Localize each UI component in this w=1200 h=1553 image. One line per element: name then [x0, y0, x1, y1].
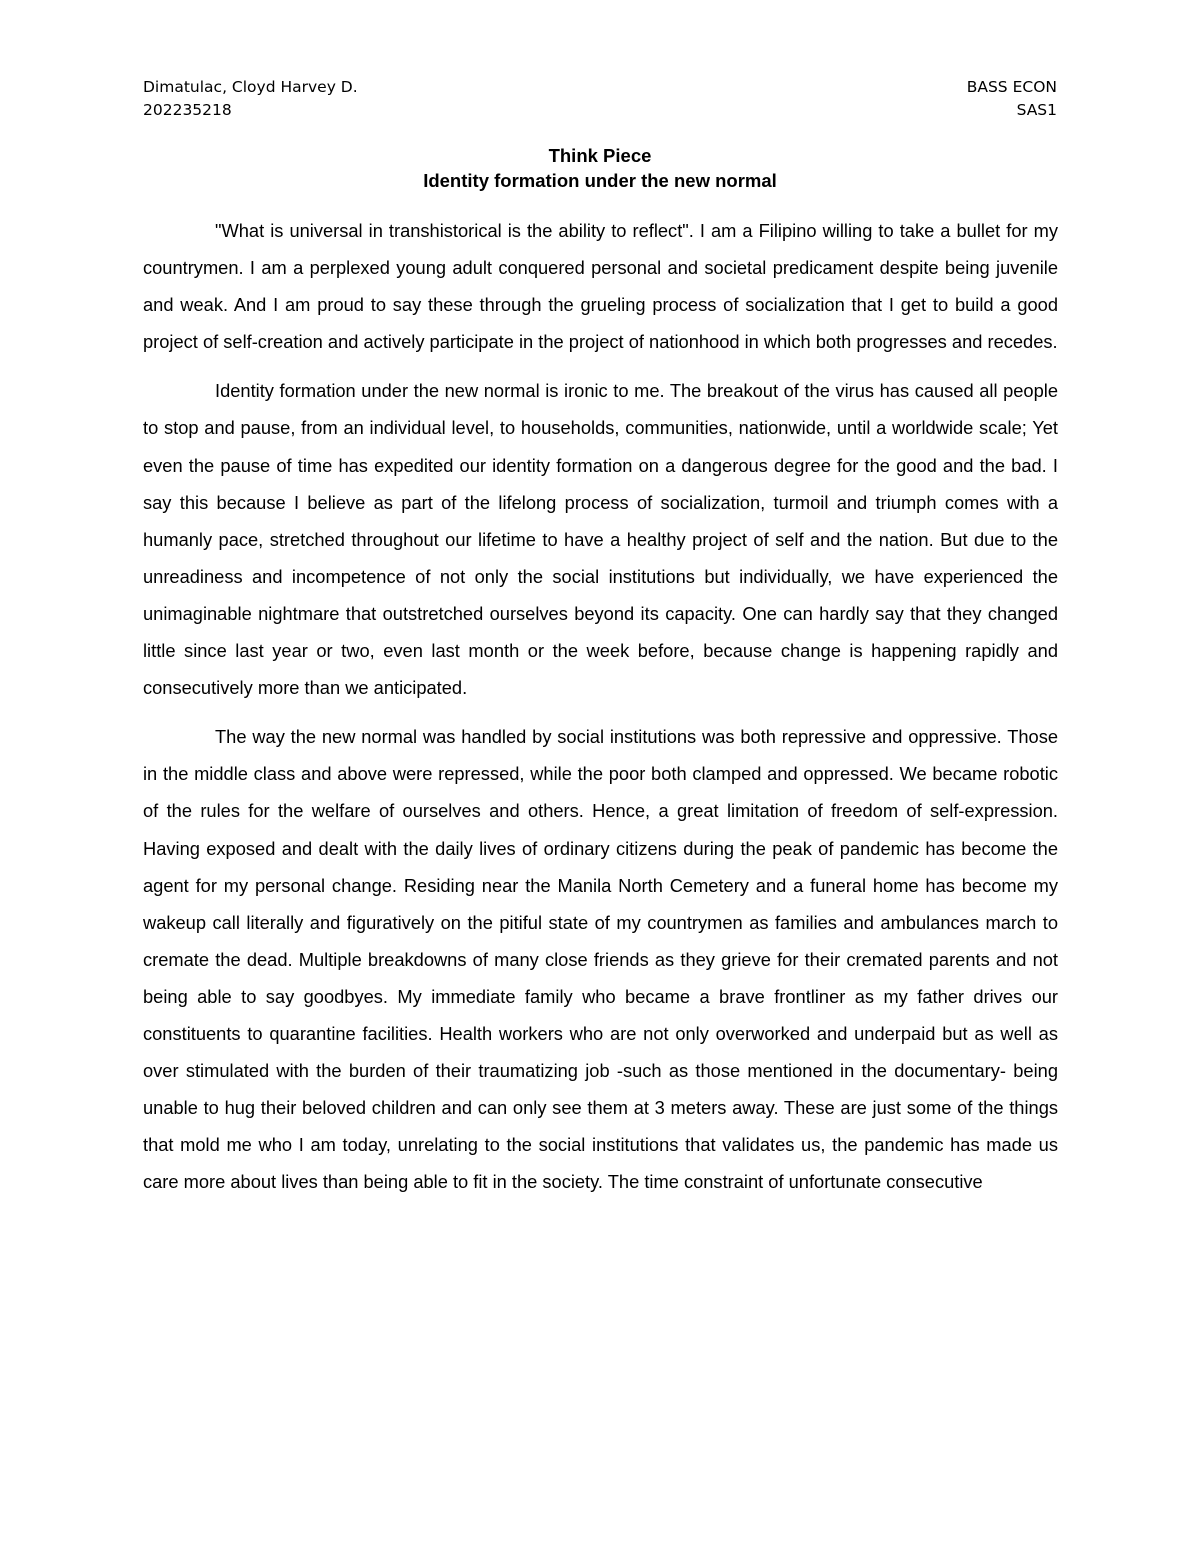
- header-left: [143, 76, 358, 122]
- section: SAS1: [1016, 101, 1057, 119]
- title-block: [143, 143, 1057, 193]
- paragraph-2: Identity formation under the new normal is ironic to me. The breakout of the virus has caused all people to stop and pause, from an individual level, to households, communities, nationwide, until a worldwide scale; Yet even the pause of time has expedited our identity formation on a dangerous degree for the good and the bad. I say this because I believe as part of the lifelong process of socialization, turmoil and triumph comes with a humanly pace, stretched throughout our lifetime to have a healthy project of self and the nation. But due to the unreadiness and incompetence of not only the social institutions but individually, we have experienced the unimaginable nightmare that outstretched ourselves beyond its capacity. One can hardly say that they changed little since last year or two, even last month or the week before, because change is happening rapidly and consecutively more than we anticipated.: [143, 380, 1058, 699]
- document-title: Think Piece: [548, 145, 652, 166]
- author-name: Dimatulac, Cloyd Harvey D.: [143, 78, 358, 96]
- body-text: [143, 212, 1058, 1212]
- document-subtitle: Identity formation under the new normal: [423, 170, 777, 191]
- paragraph-1: "What is universal in transhistorical is the ability to reflect". I am a Filipino willing to take a bullet for my countrymen. I am a perplexed young adult conquered personal and societal predicament despite being juvenile and weak. And I am proud to say these through the grueling process of socialization that I get to build a good project of self-creation and actively participate in the project of nationhood in which both progresses and recedes.: [143, 220, 1058, 353]
- paragraph-3: The way the new normal was handled by social institutions was both repressive and oppressive. Those in the middle class and above were repressed, while the poor both clamped and oppressed. We became robotic of the rules for the welfare of ourselves and others. Hence, a great limitation of freedom of self-expression. Having exposed and dealt with the daily lives of ordinary citizens during the peak of pandemic has become the agent for my personal change. Residing near the Manila North Cemetery and a funeral home has become my wakeup call literally and figuratively on the pitiful state of my countrymen as families and ambulances march to cremate the dead. Multiple breakdowns of many close friends as they grieve for their cremated parents and not being able to say goodbyes. My immediate family who became a brave frontliner as my father drives our constituents to quarantine facilities. Health workers who are not only overworked and underpaid but as well as over stimulated with the burden of their traumatizing job -such as those mentioned in the documentary- being unable to hug their beloved children and can only see them at 3 meters away. These are just some of the things that mold me who I am today, unrelating to the social institutions that validates us, the pandemic has made us care more about lives than being able to fit in the society. The time constraint of unfortunate consecutive: [143, 726, 1058, 1193]
- student-number: 202235218: [143, 101, 232, 119]
- header-right: [967, 76, 1057, 122]
- program: BASS ECON: [966, 78, 1057, 96]
